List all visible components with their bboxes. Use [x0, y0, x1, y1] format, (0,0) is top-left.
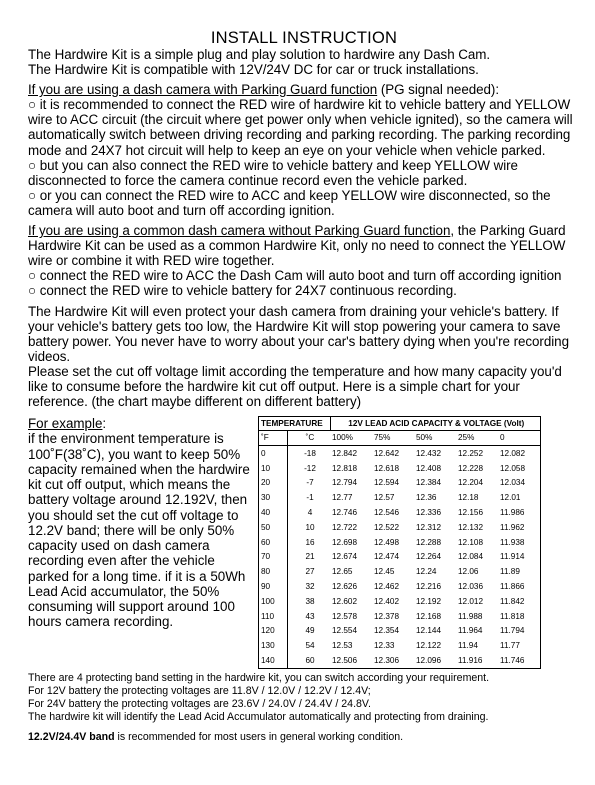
- table-cell: 54: [305, 641, 315, 651]
- table-cell: -18: [304, 448, 316, 458]
- footnote-1: There are 4 protecting band setting in the hardwire kit, you can switch according your requirement.: [28, 672, 490, 685]
- table-cell: 12.578: [332, 611, 358, 621]
- example-block: [28, 416, 252, 669]
- table-body: [259, 417, 541, 669]
- table-cell: 80: [259, 565, 288, 580]
- table-cell: 20: [259, 476, 288, 491]
- table-cell: 12.498: [374, 537, 400, 547]
- table-cell: 12.408: [416, 463, 442, 473]
- column-header: 75%: [372, 431, 414, 446]
- table-row: [259, 550, 541, 565]
- table-cell: 12.794: [332, 478, 358, 488]
- table-cell: 90: [259, 579, 288, 594]
- table-cell: 11.77: [498, 639, 541, 654]
- common-bullet-1: [28, 268, 580, 283]
- table-row: [259, 491, 541, 506]
- header-temperature: TEMPERATURE: [259, 417, 331, 431]
- table-cell: 12.594: [374, 478, 400, 488]
- bullet-circle-icon: ○: [28, 157, 37, 173]
- column-header: ˚C: [288, 431, 331, 446]
- table-cell: 12.53: [332, 641, 353, 651]
- table-cell: 11.842: [498, 594, 541, 609]
- bullet-circle-icon: ○: [28, 283, 37, 299]
- table-cell: 12.132: [458, 522, 484, 532]
- table-cell: 12.45: [374, 567, 395, 577]
- pg-bullet-2: [28, 158, 580, 188]
- table-cell: 12.01: [498, 491, 541, 506]
- table-cell: 12.312: [416, 522, 442, 532]
- table-cell: 11.962: [498, 520, 541, 535]
- table-cell: 12.33: [374, 641, 395, 651]
- table-cell: 12.252: [458, 448, 484, 458]
- table-cell: 12.522: [374, 522, 400, 532]
- table-cell: 12.336: [416, 508, 442, 518]
- capacity-voltage-table: [258, 416, 541, 669]
- footnote-3: For 24V battery the protecting voltages are 23.6V / 24.0V / 24.4V / 24.8V.: [28, 698, 371, 711]
- table-cell: 0: [259, 446, 288, 461]
- column-header: 0: [498, 431, 541, 446]
- table-cell: 70: [259, 550, 288, 565]
- table-header-row: [259, 417, 541, 431]
- example-and-chart: [28, 416, 580, 669]
- document-page: [28, 30, 580, 744]
- pg-bullet-3-text: or you can connect the RED wire to ACC and keep YELLOW wire disconnected, so the camera will auto boot and turn off according ignition.: [28, 187, 551, 218]
- table-cell: 12.192: [416, 596, 442, 606]
- table-cell: 12.65: [332, 567, 353, 577]
- table-cell: 12.168: [416, 611, 442, 621]
- table-cell: -7: [306, 478, 314, 488]
- table-cell: 11.938: [498, 535, 541, 550]
- common-bullet-2-text: connect the RED wire to vehicle battery for 24X7 continuous recording.: [39, 283, 457, 299]
- column-header: 25%: [456, 431, 498, 446]
- table-row: [259, 579, 541, 594]
- table-row: [259, 520, 541, 535]
- page-title: INSTALL INSTRUCTION: [210, 29, 398, 47]
- table-cell: 11.916: [456, 653, 498, 668]
- table-cell: 12.674: [332, 552, 358, 562]
- table-cell: 12.36: [416, 493, 437, 503]
- table-cell: 11.964: [458, 626, 483, 636]
- intro-line-2: The Hardwire Kit is compatible with 12V/24V DC for car or truck installations.: [28, 62, 479, 78]
- table-column-header-row: [259, 431, 541, 446]
- pg-heading-suffix: (PG signal needed):: [377, 82, 499, 98]
- table-row: [259, 535, 541, 550]
- table-cell: 12.698: [332, 537, 358, 547]
- table-cell: 12.722: [332, 522, 358, 532]
- table-cell: 11.818: [498, 609, 541, 624]
- table-row: [259, 461, 541, 476]
- table-cell: 100: [259, 594, 288, 609]
- table-cell: 11.794: [498, 624, 541, 639]
- example-text: if the environment temperature is 100˚F(38˚C), you want to keep 50% capacity remained when the hardwire kit cut off output, which means the battery voltage around 12.192V, then you should set the cut off voltage to 12.2V band; there will be only 50% capacity used on dash camera recording even after the vehicle parked for a long time. if it is a 50Wh Lead Acid accumulator, the 50% consuming will support around 100 hours camera recording.: [28, 431, 250, 630]
- table-row: [259, 476, 541, 491]
- table-cell: 16: [305, 537, 315, 547]
- table-cell: 10: [259, 461, 288, 476]
- table-cell: 12.264: [416, 552, 442, 562]
- table-cell: 12.77: [332, 493, 353, 503]
- bullet-circle-icon: ○: [28, 97, 37, 113]
- table-cell: 11.746: [498, 653, 541, 668]
- common-bullet-1-text: connect the RED wire to ACC the Dash Cam will auto boot and turn off according ignition: [39, 268, 562, 284]
- protect-paragraph: The Hardwire Kit will even protect your dash camera from draining your vehicle's battery. If your vehicle's battery gets too low, the Hardwire Kit will stop powering your camera to save battery power. You never have to worry about your car's battery dying when you're recording videos.: [28, 303, 569, 364]
- table-cell: 49: [305, 626, 315, 636]
- table-cell: 12.012: [458, 596, 484, 606]
- table-cell: 12.642: [374, 448, 400, 458]
- table-cell: 12.084: [458, 552, 484, 562]
- table-row: [259, 505, 541, 520]
- table-cell: 11.89: [498, 565, 541, 580]
- table-row: [259, 653, 541, 668]
- table-cell: 12.144: [416, 626, 442, 636]
- table-cell: 12.082: [498, 446, 541, 461]
- table-cell: -12: [304, 463, 316, 473]
- recommendation: [28, 731, 580, 744]
- table-cell: 12.746: [332, 508, 358, 518]
- table-cell: 12.378: [374, 611, 400, 621]
- table-row: [259, 639, 541, 654]
- table-cell: 11.914: [498, 550, 541, 565]
- table-cell: 12.618: [374, 463, 400, 473]
- table-cell: 12.204: [458, 478, 484, 488]
- table-cell: 12.626: [332, 582, 358, 592]
- table-cell: 110: [259, 609, 288, 624]
- table-cell: 12.842: [332, 448, 358, 458]
- table-cell: 12.122: [416, 641, 442, 651]
- table-cell: 12.036: [458, 582, 484, 592]
- table-cell: 120: [259, 624, 288, 639]
- table-row: [259, 565, 541, 580]
- table-cell: -1: [306, 493, 314, 503]
- table-cell: 38: [305, 596, 315, 606]
- table-cell: 11.94: [458, 641, 478, 651]
- table-cell: 12.432: [416, 448, 442, 458]
- bullet-circle-icon: ○: [28, 268, 37, 284]
- common-heading-suffix: , the Parking Guard Hardwire Kit can be used as a common Hardwire Kit, only no need to connect the YELLOW wire or combine it with RED wire together.: [28, 223, 566, 269]
- pg-section-heading: [28, 82, 580, 97]
- table-cell: 12.288: [416, 537, 442, 547]
- intro-line-1: The Hardwire Kit is a simple plug and play solution to hardwire any Dash Cam.: [28, 47, 491, 62]
- cutoff-paragraph: Please set the cut off voltage limit according the temperature and how many capacity you'd like to consume before the hardwire kit cut off output. Here is a simple chart for your reference. (the chart maybe different on different battery): [28, 363, 562, 410]
- footnote-2: For 12V battery the protecting voltages are 11.8V / 12.0V / 12.2V / 12.4V;: [28, 685, 371, 698]
- recommendation-bold: 12.2V/24.4V band: [28, 731, 115, 744]
- table-cell: 12.24: [416, 567, 437, 577]
- pg-bullet-1-text: it is recommended to connect the RED wire of hardwire kit to vehicle battery and YELLOW wire to ACC circuit (the circuit where get power only when vehicle ignited), so the camera will automatically switch between driving recording and parking recording. The parking recording mode and 24X7 hot circuit will help to keep an eye on your vehicle when vehicle parked.: [28, 97, 573, 158]
- table-cell: 130: [259, 639, 288, 654]
- table-cell: 140: [259, 653, 288, 668]
- recommendation-rest: is recommended for most users in general working condition.: [114, 731, 404, 744]
- table-cell: 12.06: [458, 567, 479, 577]
- table-cell: 12.034: [498, 476, 541, 491]
- pg-bullet-2-text: but you can also connect the RED wire to vehicle battery and keep YELLOW wire disconnected to force the camera continue record even the vehicle parked.: [28, 157, 518, 188]
- table-cell: 12.462: [374, 582, 400, 592]
- table-cell: 60: [259, 535, 288, 550]
- table-row: [259, 446, 541, 461]
- footnotes: [28, 672, 580, 724]
- table-cell: 12.57: [374, 493, 395, 503]
- footnote-4: The hardwire kit will identify the Lead Acid Accumulator automatically and protecting from draining.: [28, 711, 489, 724]
- example-heading-suffix: :: [102, 416, 107, 432]
- table-cell: 12.602: [332, 596, 358, 606]
- table-cell: 27: [305, 567, 315, 577]
- table-cell: 12.058: [498, 461, 541, 476]
- common-section-heading: [28, 223, 580, 268]
- table-row: [259, 609, 541, 624]
- table-cell: 4: [307, 508, 313, 518]
- column-header: 50%: [414, 431, 456, 446]
- pg-bullet-1: [28, 97, 580, 157]
- table-cell: 32: [305, 582, 315, 592]
- table-cell: 43: [305, 611, 315, 621]
- table-cell: 12.306: [372, 653, 414, 668]
- table-cell: 12.506: [330, 653, 372, 668]
- bullet-circle-icon: ○: [28, 187, 37, 203]
- column-header: ˚F: [259, 431, 288, 446]
- header-capacity-voltage: 12V LEAD ACID CAPACITY & VOLTAGE (Volt): [330, 417, 541, 431]
- table-row: [259, 594, 541, 609]
- table-cell: 12.108: [458, 537, 484, 547]
- table-cell: 12.818: [332, 463, 358, 473]
- table-cell: 11.866: [498, 579, 541, 594]
- table-row: [259, 624, 541, 639]
- common-heading-underlined: If you are using a common dash camera without Parking Guard function: [28, 223, 451, 239]
- table-cell: 12.384: [416, 478, 442, 488]
- table-cell: 11.988: [458, 611, 483, 621]
- table-cell: 12.354: [374, 626, 400, 636]
- table-cell: 12.216: [416, 582, 442, 592]
- table-cell: 12.228: [458, 463, 484, 473]
- pg-bullet-3: [28, 188, 580, 218]
- table-cell: 12.546: [374, 508, 400, 518]
- table-cell: 12.554: [332, 626, 358, 636]
- table-cell: 50: [259, 520, 288, 535]
- table-cell: 60: [288, 653, 331, 668]
- table-cell: 30: [259, 491, 288, 506]
- pg-heading-underlined: If you are using a dash camera with Parking Guard function: [28, 82, 378, 98]
- table-cell: 12.474: [374, 552, 400, 562]
- table-cell: 10: [305, 522, 315, 532]
- table-cell: 21: [305, 552, 315, 562]
- table-cell: 12.402: [374, 596, 400, 606]
- table-cell: 40: [259, 505, 288, 520]
- column-header: 100%: [330, 431, 372, 446]
- table-cell: 12.18: [458, 493, 479, 503]
- common-bullet-2: [28, 283, 580, 298]
- table-cell: 12.156: [458, 508, 484, 518]
- table-cell: 12.096: [414, 653, 456, 668]
- table-cell: 11.986: [498, 505, 541, 520]
- example-heading: For example: [28, 416, 103, 432]
